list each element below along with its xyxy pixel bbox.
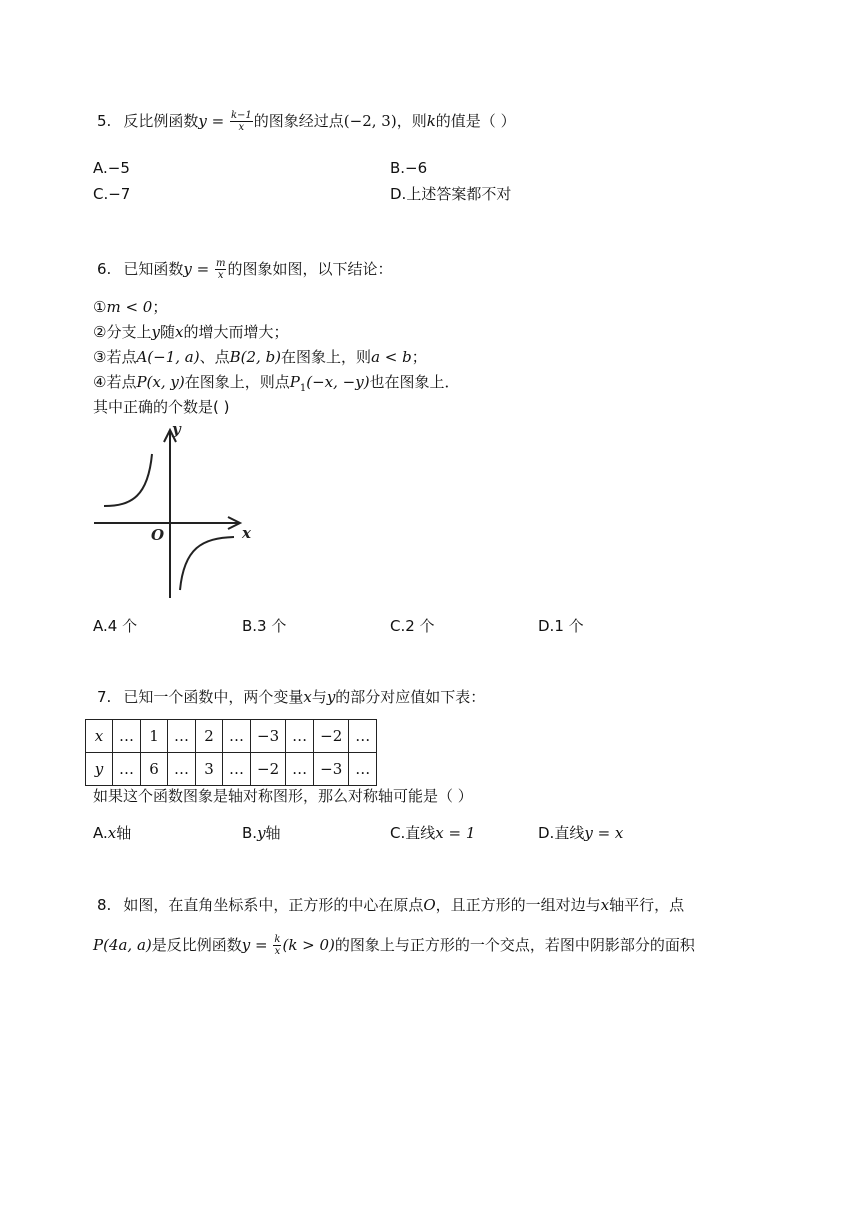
math-equation: y = x: [584, 824, 624, 842]
q5-text: 的图象经过点: [253, 112, 344, 130]
math-expr: m < 0: [106, 298, 153, 316]
q7-stem: [97, 687, 485, 707]
math-eq: =: [196, 260, 210, 278]
q5-option-d[interactable]: D.上述答案都不对: [390, 185, 512, 203]
table-cell: …: [223, 753, 251, 786]
math-point-a: A(−1, a): [136, 348, 200, 366]
q5-text: 反比例函数: [123, 112, 199, 130]
q6-hyperbola-graph: [92, 420, 262, 605]
text: 随: [159, 323, 175, 341]
q6-option-d[interactable]: D.1 个: [538, 617, 584, 635]
q6-conclusion-2: [93, 322, 288, 342]
text: ；: [152, 298, 168, 316]
q7-number: 7.: [97, 688, 112, 706]
circled-2: ②: [93, 323, 107, 341]
frac-num: k−1: [230, 110, 252, 121]
text: 的增大而增大；: [183, 323, 289, 341]
q8-stem-line-1: [97, 895, 684, 915]
q8-fraction: [273, 934, 281, 957]
frac-den: x: [217, 270, 224, 281]
math-y: y: [257, 824, 266, 842]
q7-option-a[interactable]: [93, 823, 131, 843]
math-k: k: [426, 112, 436, 130]
frac-den: x: [274, 946, 281, 957]
text: 的图象上与正方形的一个交点，若图中阴影部分的面积: [334, 936, 695, 954]
q6-option-a[interactable]: A.4 个: [93, 617, 138, 635]
text: 如图，在直角坐标系中，正方形的中心在原点: [123, 896, 424, 914]
frac-den: x: [238, 122, 245, 133]
q7-option-b[interactable]: [242, 823, 281, 843]
text: 、点: [199, 348, 230, 366]
math-x: x: [174, 323, 184, 341]
text: ；: [411, 348, 427, 366]
q6-option-c[interactable]: C.2 个: [390, 617, 435, 635]
x-axis-label: x: [242, 524, 251, 542]
table-cell: …: [349, 720, 377, 753]
table-cell: 3: [196, 753, 223, 786]
q7-value-table: [85, 719, 377, 786]
circled-3: ③: [93, 348, 107, 366]
math-eq: =: [255, 936, 268, 954]
text: 与: [311, 688, 327, 706]
circled-4: ④: [93, 373, 107, 391]
table-cell: 1: [141, 720, 168, 753]
table-cell: −2: [314, 720, 349, 753]
text: 是反比例函数: [151, 936, 242, 954]
q6-stem: [97, 258, 392, 281]
q5-option-b[interactable]: B.−6: [390, 159, 428, 177]
table-cell: …: [168, 753, 196, 786]
table-cell: −3: [251, 720, 286, 753]
option-prefix: C.直线: [390, 824, 436, 842]
q8-number: 8.: [97, 896, 112, 914]
math-x: x: [600, 896, 610, 914]
q6-text: 的图象如图，以下结论：: [227, 260, 393, 278]
q5-option-a[interactable]: A.−5: [93, 159, 130, 177]
frac-num: k: [274, 934, 281, 945]
table-row-x: [86, 720, 377, 753]
text: 轴平行，点: [609, 896, 685, 914]
text: 若点: [106, 348, 137, 366]
table-cell: y: [86, 753, 113, 786]
math-y: y: [326, 688, 336, 706]
table-cell: …: [286, 720, 314, 753]
math-y: y: [151, 323, 160, 341]
q5-option-c[interactable]: C.−7: [93, 185, 131, 203]
option-prefix: D.直线: [538, 824, 585, 842]
math-o: O: [423, 896, 436, 914]
text: 已知一个函数中，两个变量: [123, 688, 304, 706]
q7-option-c[interactable]: [390, 823, 475, 843]
math-y: y: [198, 112, 207, 130]
math-point-p: P(4a, a): [93, 936, 152, 954]
q6-fraction: [215, 258, 226, 281]
math-point-b: B(2, b): [229, 348, 282, 366]
table-cell: x: [86, 720, 113, 753]
q6-conclusion-3: [93, 347, 427, 367]
text: 在图象上，则: [281, 348, 372, 366]
math-point-p1-coords: (−x, −y): [306, 373, 370, 391]
math-subscript: 1: [299, 383, 307, 394]
table-cell: −2: [251, 753, 286, 786]
text: 在图象上，则点: [184, 373, 290, 391]
branch-second-quadrant: [104, 454, 152, 506]
option-prefix: A.: [93, 824, 108, 842]
text: 也在图象上．: [369, 373, 460, 391]
math-point: (−2, 3): [343, 112, 397, 130]
origin-label: O: [151, 526, 165, 544]
math-y: y: [241, 936, 251, 954]
branch-fourth-quadrant: [180, 537, 234, 590]
math-point-p1: P: [289, 373, 300, 391]
q6-option-b[interactable]: B.3 个: [242, 617, 287, 635]
q5-text: ，则: [396, 112, 427, 130]
math-x: x: [107, 824, 117, 842]
q7-option-d[interactable]: [538, 823, 623, 843]
table-cell: …: [223, 720, 251, 753]
frac-num: m: [215, 258, 226, 269]
math-equation: x = 1: [435, 824, 476, 842]
table-cell: …: [349, 753, 377, 786]
q5-text: 的值是（ ）: [435, 112, 516, 130]
table-cell: …: [286, 753, 314, 786]
q6-question: 其中正确的个数是( ): [93, 398, 230, 416]
q5-number: 5.: [97, 112, 112, 130]
text: 若点: [106, 373, 137, 391]
text: 分支上: [106, 323, 152, 341]
q8-stem-line-2: [93, 934, 695, 957]
table-cell: …: [113, 720, 141, 753]
math-y: y: [183, 260, 192, 278]
option-prefix: B.: [242, 824, 258, 842]
table-cell: …: [113, 753, 141, 786]
q6-number: 6.: [97, 260, 112, 278]
table-row-y: [86, 753, 377, 786]
y-axis-label: y: [172, 420, 181, 438]
option-text: 轴: [116, 824, 132, 842]
math-point-p: P(x, y): [136, 373, 185, 391]
option-text: 轴: [265, 824, 281, 842]
table-cell: 6: [141, 753, 168, 786]
q6-conclusion-1: [93, 297, 167, 317]
q7-question: 如果这个函数图象是轴对称图形，那么对称轴可能是（ ）: [93, 787, 473, 805]
text: 的部分对应值如下表：: [335, 688, 486, 706]
circled-1: ①: [93, 298, 107, 316]
q6-text: 已知函数: [123, 260, 184, 278]
q5-fraction: [230, 110, 253, 133]
table-cell: −3: [314, 753, 349, 786]
math-condition: (k > 0): [282, 936, 335, 954]
math-eq: =: [211, 112, 225, 130]
math-x: x: [303, 688, 312, 706]
table-cell: 2: [196, 720, 223, 753]
math-inequality: a < b: [371, 348, 412, 366]
q6-conclusion-4: [93, 372, 460, 399]
text: ，且正方形的一组对边与: [435, 896, 601, 914]
table-cell: …: [168, 720, 196, 753]
q5-stem: [97, 110, 516, 133]
